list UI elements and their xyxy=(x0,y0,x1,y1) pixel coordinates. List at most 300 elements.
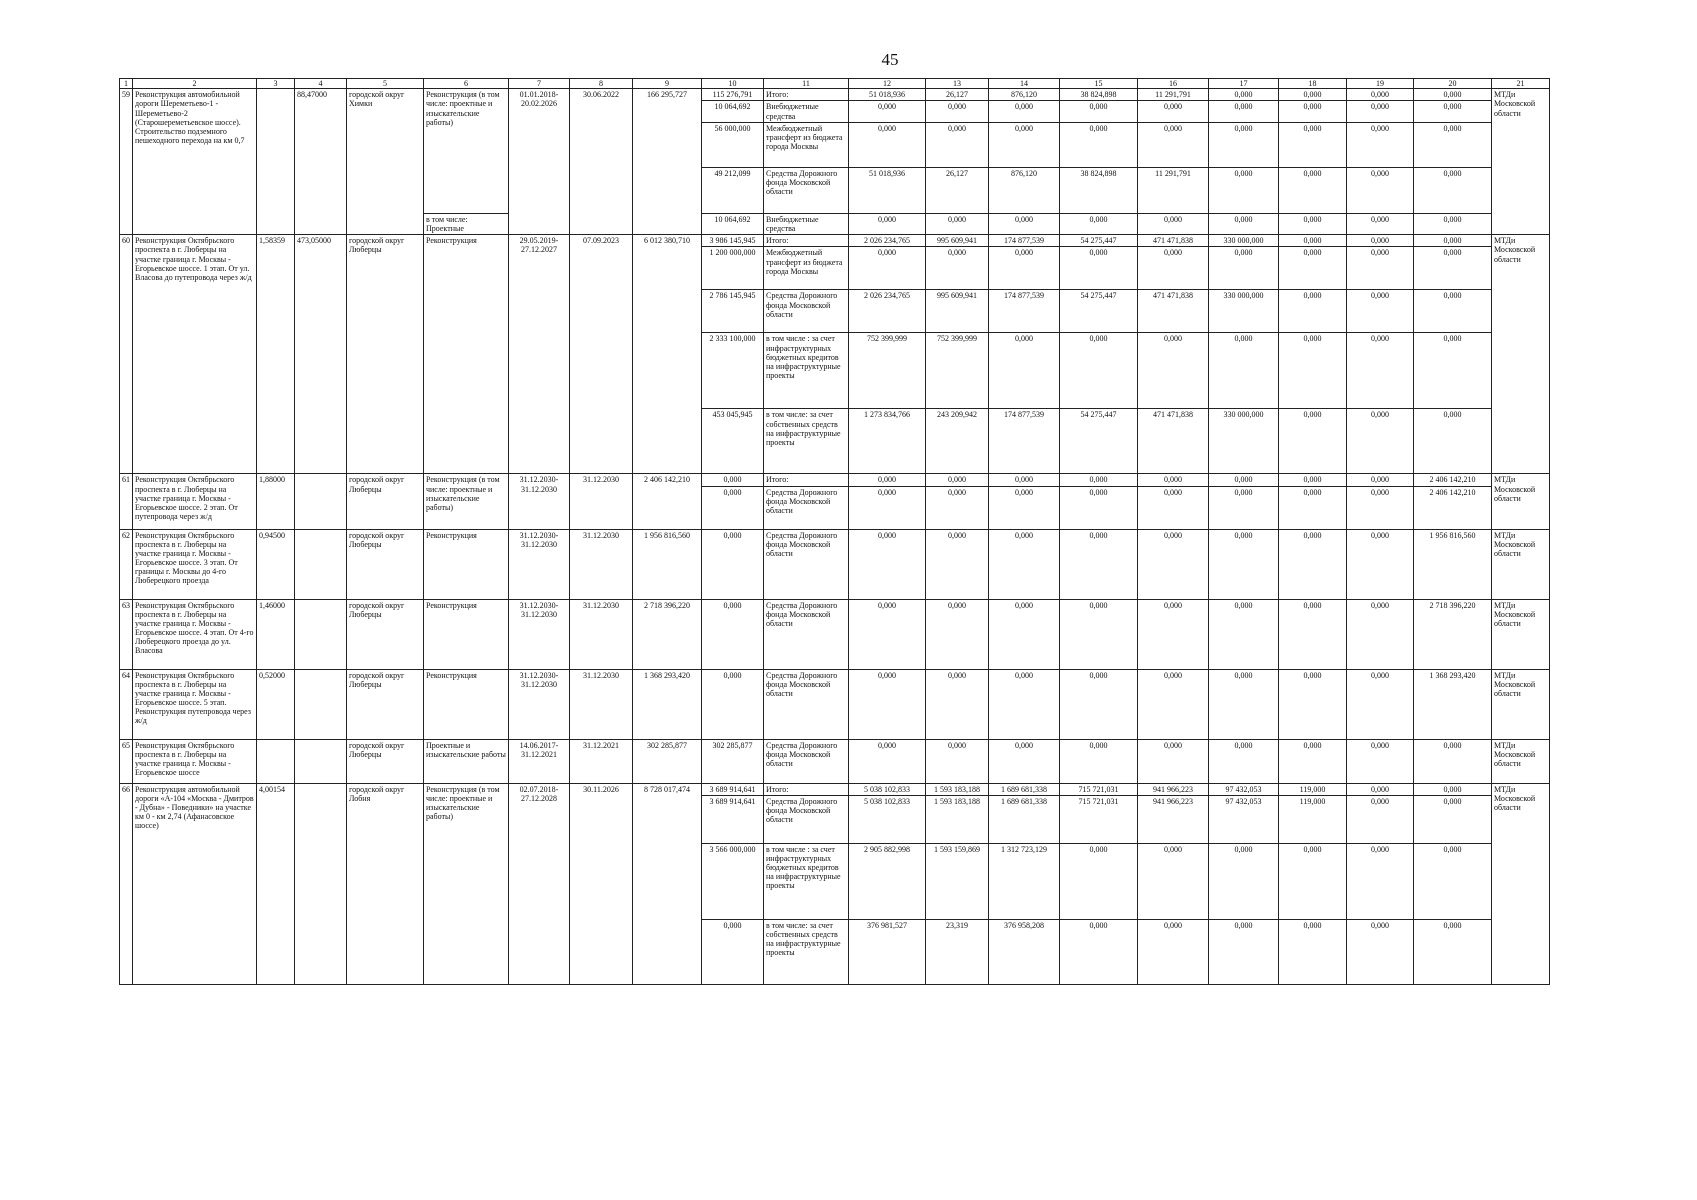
capacity-value xyxy=(295,669,347,739)
column-number-cell: 2 xyxy=(133,79,257,89)
object-name: Реконструкция автомобильной дороги «А-104 «Москва - Дмитров - Дубна» - Поведники» на участке км 0 - км 2,74 (Афанасовское шоссе) xyxy=(133,783,257,984)
object-name: Реконструкция Октябрьского проспекта в г. Люберцы на участке граница г. Москвы - Егорьевское шоссе. 2 этап. От путепровода через ж/д xyxy=(133,474,257,529)
year-amount: 0,000 xyxy=(1347,739,1414,783)
year-amount: 1 956 816,560 xyxy=(1414,529,1492,599)
column-number-cell: 3 xyxy=(257,79,295,89)
year-amount: 0,000 xyxy=(1209,739,1279,783)
year-amount: 0,000 xyxy=(989,529,1060,599)
object-name: Реконструкция Октябрьского проспекта в г. Люберцы на участке граница г. Москвы - Егорьевское шоссе xyxy=(133,739,257,783)
table-row xyxy=(120,599,1550,669)
work-period: 29.05.2019-27.12.2027 xyxy=(509,235,570,474)
year-amount: 0,000 xyxy=(1209,599,1279,669)
work-type-note: в том числе: Проектные xyxy=(424,213,509,234)
funding-source: в том числе: за счет собственных средств на инфраструктурные проекты xyxy=(764,409,849,474)
year-amount: 26,127 xyxy=(926,167,989,213)
year-amount: 2 026 234,765 xyxy=(849,290,926,333)
year-amount: 752 399,999 xyxy=(926,333,989,409)
year-amount: 1 312 723,129 xyxy=(989,843,1060,919)
work-period: 31.12.2030-31.12.2030 xyxy=(509,669,570,739)
year-amount: 0,000 xyxy=(849,474,926,486)
row-number: 59 xyxy=(120,89,133,235)
year-amount: 0,000 xyxy=(849,739,926,783)
year-amount: 0,000 xyxy=(1279,89,1347,101)
funding-amount: 2 333 100,000 xyxy=(702,333,764,409)
year-amount: 2 026 234,765 xyxy=(849,235,926,247)
completion-date: 30.06.2022 xyxy=(570,89,633,235)
year-amount: 0,000 xyxy=(926,474,989,486)
funding-source: Итого: xyxy=(764,89,849,101)
year-amount: 1 593 183,188 xyxy=(926,783,989,795)
year-amount: 174 877,539 xyxy=(989,235,1060,247)
work-period: 01.01.2018-20.02.2026 xyxy=(509,89,570,235)
year-amount: 0,000 xyxy=(1138,919,1209,984)
year-amount: 752 399,999 xyxy=(849,333,926,409)
year-amount: 0,000 xyxy=(989,486,1060,529)
page-number: 45 xyxy=(881,50,899,69)
customer: МТДи Московской области xyxy=(1492,529,1550,599)
funding-amount: 0,000 xyxy=(702,474,764,486)
column-number-cell: 5 xyxy=(347,79,424,89)
year-amount: 0,000 xyxy=(1279,843,1347,919)
year-amount: 0,000 xyxy=(1347,669,1414,739)
customer: МТДи Московской области xyxy=(1492,599,1550,669)
funding-amount: 0,000 xyxy=(702,669,764,739)
row-number: 65 xyxy=(120,739,133,783)
length-value xyxy=(257,739,295,783)
funding-source: Межбюджетный трансферт из бюджета города Москвы xyxy=(764,247,849,290)
year-amount: 119,000 xyxy=(1279,783,1347,795)
work-type: Реконструкция (в том числе: проектные и изыскательские работы) xyxy=(424,89,509,214)
year-amount: 0,000 xyxy=(1060,486,1138,529)
year-amount: 0,000 xyxy=(1347,235,1414,247)
location: городской округ Люберцы xyxy=(347,529,424,599)
funding-source: Средства Дорожного фонда Московской области xyxy=(764,529,849,599)
funding-source: в том числе: за счет собственных средств на инфраструктурные проекты xyxy=(764,919,849,984)
object-name: Реконструкция Октябрьского проспекта в г. Люберцы на участке граница г. Москвы - Егорьевское шоссе. 4 этап. От 4-го Люберецкого проезда до ул. Власова xyxy=(133,599,257,669)
year-amount: 0,000 xyxy=(1347,333,1414,409)
year-amount: 0,000 xyxy=(1060,669,1138,739)
year-amount: 0,000 xyxy=(1347,843,1414,919)
year-amount: 0,000 xyxy=(1414,122,1492,167)
year-amount: 0,000 xyxy=(1414,89,1492,101)
length-value: 1,88000 xyxy=(257,474,295,529)
funding-amount: 3 689 914,641 xyxy=(702,783,764,795)
year-amount: 995 609,941 xyxy=(926,235,989,247)
year-amount: 0,000 xyxy=(1138,843,1209,919)
year-amount: 0,000 xyxy=(1279,167,1347,213)
year-amount: 54 275,447 xyxy=(1060,290,1138,333)
year-amount: 0,000 xyxy=(1347,122,1414,167)
row-number: 60 xyxy=(120,235,133,474)
year-amount: 0,000 xyxy=(1414,795,1492,843)
year-amount: 0,000 xyxy=(989,474,1060,486)
total-cost: 1 368 293,420 xyxy=(633,669,702,739)
column-number-cell: 20 xyxy=(1414,79,1492,89)
year-amount: 0,000 xyxy=(1060,599,1138,669)
funding-source: в том числе : за счет инфраструктурных бюджетных кредитов на инфраструктурные проекты xyxy=(764,843,849,919)
year-amount: 0,000 xyxy=(1347,795,1414,843)
year-amount: 0,000 xyxy=(1347,101,1414,122)
column-number-cell: 15 xyxy=(1060,79,1138,89)
year-amount: 0,000 xyxy=(1279,739,1347,783)
year-amount: 1 593 159,869 xyxy=(926,843,989,919)
object-name: Реконструкция автомобильной дороги Шереметьево-1 - Шереметьево-2 (Старошереметьевское шоссе). Строительство подземного пешеходного перехода на км 0,7 xyxy=(133,89,257,235)
year-amount: 11 291,791 xyxy=(1138,89,1209,101)
work-period: 14.06.2017-31.12.2021 xyxy=(509,739,570,783)
table-row xyxy=(120,669,1550,739)
year-amount: 1 593 183,188 xyxy=(926,795,989,843)
year-amount: 376 981,527 xyxy=(849,919,926,984)
year-amount: 0,000 xyxy=(1347,409,1414,474)
object-name: Реконструкция Октябрьского проспекта в г. Люберцы на участке граница г. Москвы - Егорьевское шоссе. 1 этап. От ул. Власова до путепровода через ж/д xyxy=(133,235,257,474)
funding-source: Внебюджетные средства xyxy=(764,101,849,122)
year-amount: 1 689 681,338 xyxy=(989,783,1060,795)
funding-amount: 49 212,099 xyxy=(702,167,764,213)
row-number: 63 xyxy=(120,599,133,669)
length-value: 4,00154 xyxy=(257,783,295,984)
column-number-cell: 17 xyxy=(1209,79,1279,89)
year-amount: 0,000 xyxy=(1209,101,1279,122)
total-cost: 6 012 380,710 xyxy=(633,235,702,474)
year-amount: 26,127 xyxy=(926,89,989,101)
total-cost: 2 718 396,220 xyxy=(633,599,702,669)
column-number-cell: 12 xyxy=(849,79,926,89)
year-amount: 5 038 102,833 xyxy=(849,783,926,795)
year-amount: 51 018,936 xyxy=(849,89,926,101)
funding-source: Средства Дорожного фонда Московской области xyxy=(764,290,849,333)
year-amount: 0,000 xyxy=(1138,247,1209,290)
year-amount: 0,000 xyxy=(1347,486,1414,529)
year-amount: 0,000 xyxy=(1138,474,1209,486)
year-amount: 376 958,208 xyxy=(989,919,1060,984)
year-amount: 0,000 xyxy=(989,739,1060,783)
year-amount: 0,000 xyxy=(926,599,989,669)
year-amount: 0,000 xyxy=(1209,843,1279,919)
year-amount: 0,000 xyxy=(1060,529,1138,599)
year-amount: 0,000 xyxy=(1414,409,1492,474)
year-amount: 0,000 xyxy=(1279,599,1347,669)
length-value: 0,94500 xyxy=(257,529,295,599)
completion-date: 07.09.2023 xyxy=(570,235,633,474)
year-amount: 0,000 xyxy=(989,213,1060,234)
year-amount: 0,000 xyxy=(1414,290,1492,333)
year-amount: 0,000 xyxy=(1414,783,1492,795)
year-amount: 0,000 xyxy=(1138,122,1209,167)
funding-amount: 10 064,692 xyxy=(702,213,764,234)
year-amount: 97 432,053 xyxy=(1209,795,1279,843)
table-row xyxy=(120,783,1550,795)
length-value xyxy=(257,89,295,235)
year-amount: 0,000 xyxy=(989,101,1060,122)
column-number-cell: 8 xyxy=(570,79,633,89)
column-number-cell: 4 xyxy=(295,79,347,89)
year-amount: 0,000 xyxy=(1060,101,1138,122)
column-number-cell: 7 xyxy=(509,79,570,89)
year-amount: 0,000 xyxy=(1279,474,1347,486)
year-amount: 995 609,941 xyxy=(926,290,989,333)
year-amount: 97 432,053 xyxy=(1209,783,1279,795)
year-amount: 0,000 xyxy=(1414,333,1492,409)
year-amount: 174 877,539 xyxy=(989,409,1060,474)
funding-source: Внебюджетные средства xyxy=(764,213,849,234)
location: городской округ Люберцы xyxy=(347,739,424,783)
year-amount: 0,000 xyxy=(926,247,989,290)
year-amount: 0,000 xyxy=(1279,122,1347,167)
object-name: Реконструкция Октябрьского проспекта в г. Люберцы на участке граница г. Москвы - Егорьевское шоссе. 5 этап. Реконструкция путепровода через ж/д xyxy=(133,669,257,739)
funding-amount: 0,000 xyxy=(702,919,764,984)
column-number-cell: 14 xyxy=(989,79,1060,89)
capacity-value xyxy=(295,739,347,783)
work-period: 02.07.2018-27.12.2028 xyxy=(509,783,570,984)
location: городской округ Лобня xyxy=(347,783,424,984)
column-number-cell: 11 xyxy=(764,79,849,89)
year-amount: 941 966,223 xyxy=(1138,795,1209,843)
column-number-cell: 21 xyxy=(1492,79,1550,89)
work-type: Реконструкция xyxy=(424,235,509,474)
year-amount: 0,000 xyxy=(849,213,926,234)
year-amount: 174 877,539 xyxy=(989,290,1060,333)
year-amount: 0,000 xyxy=(989,669,1060,739)
year-amount: 0,000 xyxy=(1347,247,1414,290)
capacity-value xyxy=(295,529,347,599)
total-cost: 8 728 017,474 xyxy=(633,783,702,984)
row-number: 62 xyxy=(120,529,133,599)
year-amount: 38 824,898 xyxy=(1060,89,1138,101)
year-amount: 243 209,942 xyxy=(926,409,989,474)
year-amount: 0,000 xyxy=(1138,101,1209,122)
work-period: 31.12.2030-31.12.2030 xyxy=(509,599,570,669)
year-amount: 0,000 xyxy=(1209,669,1279,739)
year-amount: 0,000 xyxy=(1060,919,1138,984)
completion-date: 31.12.2030 xyxy=(570,529,633,599)
year-amount: 0,000 xyxy=(849,529,926,599)
year-amount: 1 689 681,338 xyxy=(989,795,1060,843)
work-type: Реконструкция xyxy=(424,529,509,599)
table-row xyxy=(120,89,1550,101)
work-type: Реконструкция (в том числе: проектные и изыскательские работы) xyxy=(424,474,509,529)
column-number-cell: 10 xyxy=(702,79,764,89)
funding-source: Средства Дорожного фонда Московской области xyxy=(764,739,849,783)
funding-amount: 3 689 914,641 xyxy=(702,795,764,843)
total-cost: 166 295,727 xyxy=(633,89,702,235)
customer: МТДи Московской области xyxy=(1492,783,1550,984)
year-amount: 54 275,447 xyxy=(1060,409,1138,474)
year-amount: 0,000 xyxy=(1414,213,1492,234)
work-type: Реконструкция (в том числе: проектные и изыскательские работы) xyxy=(424,783,509,984)
funding-amount: 10 064,692 xyxy=(702,101,764,122)
year-amount: 0,000 xyxy=(849,247,926,290)
table-row xyxy=(120,235,1550,247)
funding-source: Средства Дорожного фонда Московской области xyxy=(764,795,849,843)
length-value: 0,52000 xyxy=(257,669,295,739)
year-amount: 0,000 xyxy=(849,599,926,669)
customer: МТДи Московской области xyxy=(1492,235,1550,474)
year-amount: 2 406 142,210 xyxy=(1414,474,1492,486)
year-amount: 0,000 xyxy=(1414,739,1492,783)
year-amount: 0,000 xyxy=(1347,919,1414,984)
year-amount: 5 038 102,833 xyxy=(849,795,926,843)
completion-date: 31.12.2030 xyxy=(570,599,633,669)
year-amount: 0,000 xyxy=(1279,290,1347,333)
year-amount: 2 406 142,210 xyxy=(1414,486,1492,529)
year-amount: 0,000 xyxy=(1414,919,1492,984)
year-amount: 0,000 xyxy=(926,101,989,122)
year-amount: 0,000 xyxy=(1060,122,1138,167)
column-number-cell: 9 xyxy=(633,79,702,89)
year-amount: 0,000 xyxy=(926,669,989,739)
row-number: 61 xyxy=(120,474,133,529)
year-amount: 715 721,031 xyxy=(1060,783,1138,795)
funding-amount: 0,000 xyxy=(702,599,764,669)
year-amount: 0,000 xyxy=(1060,739,1138,783)
completion-date: 31.12.2030 xyxy=(570,669,633,739)
year-amount: 0,000 xyxy=(1279,235,1347,247)
year-amount: 0,000 xyxy=(1138,599,1209,669)
funding-source: Межбюджетный трансферт из бюджета города Москвы xyxy=(764,122,849,167)
year-amount: 0,000 xyxy=(926,739,989,783)
year-amount: 715 721,031 xyxy=(1060,795,1138,843)
capacity-value xyxy=(295,474,347,529)
year-amount: 0,000 xyxy=(1138,486,1209,529)
year-amount: 0,000 xyxy=(1209,486,1279,529)
table-row xyxy=(120,474,1550,486)
location: городской округ Люберцы xyxy=(347,599,424,669)
funding-amount: 2 786 145,945 xyxy=(702,290,764,333)
year-amount: 38 824,898 xyxy=(1060,167,1138,213)
funding-amount: 0,000 xyxy=(702,486,764,529)
completion-date: 31.12.2030 xyxy=(570,474,633,529)
year-amount: 471 471,838 xyxy=(1138,409,1209,474)
year-amount: 0,000 xyxy=(1209,529,1279,599)
year-amount: 330 000,000 xyxy=(1209,409,1279,474)
year-amount: 0,000 xyxy=(1279,409,1347,474)
year-amount: 0,000 xyxy=(1347,599,1414,669)
year-amount: 0,000 xyxy=(1279,333,1347,409)
year-amount: 0,000 xyxy=(1279,919,1347,984)
funding-source: Итого: xyxy=(764,783,849,795)
year-amount: 0,000 xyxy=(1209,89,1279,101)
funding-source: Средства Дорожного фонда Московской области xyxy=(764,669,849,739)
customer: МТДи Московской области xyxy=(1492,669,1550,739)
length-value: 1,58359 xyxy=(257,235,295,474)
year-amount: 0,000 xyxy=(926,529,989,599)
year-amount: 0,000 xyxy=(1279,213,1347,234)
year-amount: 51 018,936 xyxy=(849,167,926,213)
year-amount: 0,000 xyxy=(1414,843,1492,919)
year-amount: 0,000 xyxy=(989,599,1060,669)
year-amount: 0,000 xyxy=(1209,213,1279,234)
funding-source: Итого: xyxy=(764,235,849,247)
year-amount: 0,000 xyxy=(989,333,1060,409)
work-period: 31.12.2030-31.12.2030 xyxy=(509,474,570,529)
year-amount: 0,000 xyxy=(926,486,989,529)
year-amount: 0,000 xyxy=(1209,247,1279,290)
work-period: 31.12.2030-31.12.2030 xyxy=(509,529,570,599)
object-name: Реконструкция Октябрьского проспекта в г. Люберцы на участке граница г. Москвы - Егорьевское шоссе. 3 этап. От границы г. Москвы до 4-го Люберецкого проезда xyxy=(133,529,257,599)
row-number: 66 xyxy=(120,783,133,984)
funding-source: Средства Дорожного фонда Московской области xyxy=(764,486,849,529)
year-amount: 0,000 xyxy=(926,122,989,167)
customer: МТДи Московской области xyxy=(1492,739,1550,783)
total-cost: 2 406 142,210 xyxy=(633,474,702,529)
work-type: Реконструкция xyxy=(424,599,509,669)
customer: МТДи Московской области xyxy=(1492,474,1550,529)
year-amount: 0,000 xyxy=(1209,167,1279,213)
year-amount: 0,000 xyxy=(1209,122,1279,167)
year-amount: 0,000 xyxy=(1414,101,1492,122)
year-amount: 0,000 xyxy=(1060,474,1138,486)
year-amount: 330 000,000 xyxy=(1209,290,1279,333)
year-amount: 0,000 xyxy=(1279,101,1347,122)
column-number-row xyxy=(120,79,1550,89)
funding-amount: 115 276,791 xyxy=(702,89,764,101)
year-amount: 0,000 xyxy=(1347,783,1414,795)
year-amount: 11 291,791 xyxy=(1138,167,1209,213)
year-amount: 330 000,000 xyxy=(1209,235,1279,247)
year-amount: 0,000 xyxy=(1347,213,1414,234)
work-type: Проектные и изыскательские работы xyxy=(424,739,509,783)
year-amount: 0,000 xyxy=(1060,333,1138,409)
length-value: 1,46000 xyxy=(257,599,295,669)
row-number: 64 xyxy=(120,669,133,739)
year-amount: 1 368 293,420 xyxy=(1414,669,1492,739)
funding-amount: 453 045,945 xyxy=(702,409,764,474)
year-amount: 0,000 xyxy=(1138,333,1209,409)
year-amount: 0,000 xyxy=(1347,474,1414,486)
year-amount: 0,000 xyxy=(1138,669,1209,739)
funding-source: Итого: xyxy=(764,474,849,486)
year-amount: 0,000 xyxy=(849,486,926,529)
capacity-value: 473,05000 xyxy=(295,235,347,474)
year-amount: 0,000 xyxy=(849,669,926,739)
year-amount: 0,000 xyxy=(1279,529,1347,599)
year-amount: 0,000 xyxy=(849,101,926,122)
year-amount: 0,000 xyxy=(1347,290,1414,333)
funding-amount: 1 200 000,000 xyxy=(702,247,764,290)
year-amount: 0,000 xyxy=(1138,213,1209,234)
year-amount: 1 273 834,766 xyxy=(849,409,926,474)
year-amount: 876,120 xyxy=(989,167,1060,213)
year-amount: 0,000 xyxy=(1279,247,1347,290)
year-amount: 471 471,838 xyxy=(1138,235,1209,247)
year-amount: 119,000 xyxy=(1279,795,1347,843)
year-amount: 0,000 xyxy=(1209,333,1279,409)
funding-amount: 56 000,000 xyxy=(702,122,764,167)
column-number-cell: 6 xyxy=(424,79,509,89)
capacity-value: 88,47000 xyxy=(295,89,347,235)
column-number-cell: 19 xyxy=(1347,79,1414,89)
year-amount: 0,000 xyxy=(1347,529,1414,599)
completion-date: 31.12.2021 xyxy=(570,739,633,783)
year-amount: 0,000 xyxy=(926,213,989,234)
program-table xyxy=(119,78,1550,985)
table-row xyxy=(120,739,1550,783)
year-amount: 0,000 xyxy=(1414,167,1492,213)
capacity-value xyxy=(295,599,347,669)
completion-date: 30.11.2026 xyxy=(570,783,633,984)
customer: МТДи Московской области xyxy=(1492,89,1550,235)
funding-source: в том числе : за счет инфраструктурных бюджетных кредитов на инфраструктурные проекты xyxy=(764,333,849,409)
funding-amount: 0,000 xyxy=(702,529,764,599)
capacity-value xyxy=(295,783,347,984)
location: городской округ Люберцы xyxy=(347,669,424,739)
year-amount: 0,000 xyxy=(1414,235,1492,247)
year-amount: 2 905 882,998 xyxy=(849,843,926,919)
year-amount: 0,000 xyxy=(849,122,926,167)
location: городской округ Люберцы xyxy=(347,235,424,474)
year-amount: 876,120 xyxy=(989,89,1060,101)
total-cost: 1 956 816,560 xyxy=(633,529,702,599)
